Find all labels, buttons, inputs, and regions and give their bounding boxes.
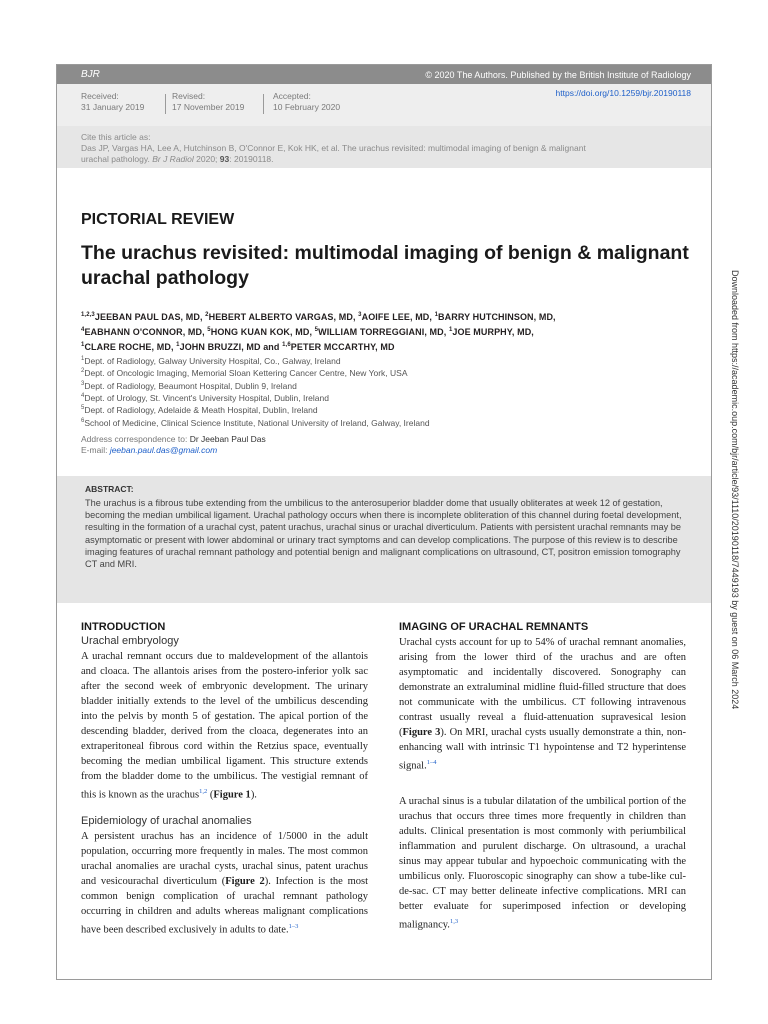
author: $^3$AOIFE LEE, MD, (358, 312, 435, 322)
article-dates (57, 84, 711, 126)
accepted-date: Accepted: 10 February 2020 (273, 91, 341, 112)
affiliation: $^4$Dept. of Urology, St. Vincent's University Hospital, Dublin, Ireland (81, 392, 329, 403)
download-watermark: Downloaded from https://academic.oup.com/bjr/article/93/1110/20190118/7449193 by guest on 06 March 2024 (730, 270, 740, 710)
correspondence-block: Address correspondence to: Dr Jeeban Paul Das E-mail: jeeban.paul.das@gmail.com (81, 434, 266, 455)
figure-ref[interactable]: Figure 1 (213, 789, 251, 801)
paragraph: Urachal cysts account for up to 54% of urachal remnant anomalies, arising from the lower third of the urachus and are often asymptomatic and incidentally discovered. Sonography can demonstrate an extraluminal midline fluid-filled structure that does not communicate with the umbilicus. CT following intravenous contrast usually reveal a fluid-attenuation supravesical lesion (Figure 3). On MRI, urachal cysts usually demonstrate a thin, non-enhancing wall with intrinsic T1 hypointense and T2 hyperintense signal.$^{1-4}$ (399, 637, 686, 772)
figure-ref[interactable]: Figure 3 (402, 727, 441, 738)
article-type: PICTORIAL REVIEW (81, 211, 235, 228)
abstract-heading: ABSTRACT: (85, 484, 134, 494)
date-divider (165, 94, 166, 114)
citation-ref[interactable]: 1–3 (288, 922, 299, 930)
right-column (399, 621, 686, 932)
revised-date: Revised: 17 November 2019 (172, 91, 245, 112)
citation-block (57, 126, 711, 168)
article-title: The urachus revisited: multimodal imaging of benign & malignant urachal pathology (81, 242, 689, 289)
author: $^2$HEBERT ALBERTO VARGAS, MD, (205, 312, 359, 322)
affiliation: $^5$Dept. of Radiology, Adelaide & Meath Hospital, Dublin, Ireland (81, 405, 318, 416)
abstract-box (57, 476, 711, 603)
correspondence-name: Dr Jeeban Paul Das (189, 434, 266, 444)
citation-ref[interactable]: 1,3 (449, 917, 459, 925)
subheading-urachal-embryology: Urachal embryology (81, 635, 179, 647)
date-divider (263, 94, 264, 114)
email-link[interactable]: jeeban.paul.das@gmail.com (109, 444, 218, 455)
affiliation: $^2$Dept. of Oncologic Imaging, Memorial Sloan Kettering Cancer Centre, New York, USA (81, 368, 408, 379)
cite-line-1: Das JP, Vargas HA, Lee A, Hutchinson B, O'Connor E, Kok HK, et al. The urachus revisited: multimodal imaging of benign & malignant (81, 143, 586, 153)
author: $^{1,2,3}$JEEBAN PAUL DAS, MD, (81, 312, 206, 322)
citation-ref[interactable]: 1,2 (199, 788, 208, 795)
subheading-epidemiology: Epidemiology of urachal anomalies (81, 814, 252, 827)
author: $^4$EABHANN O'CONNOR, MD, (81, 327, 208, 337)
author-list (81, 309, 691, 354)
author: $^1$BARRY HUTCHINSON, MD, (434, 312, 556, 322)
author: $^1$JOE MURPHY, MD, (448, 327, 534, 337)
cite-label: Cite this article as: (81, 132, 151, 142)
left-column (81, 621, 368, 937)
affiliation: $^6$School of Medicine, Clinical Science Institute, National University of Ireland, Galway, Ireland (81, 417, 430, 428)
author: $^1$JOHN BRUZZI, MD and (176, 342, 283, 352)
author: $^{1,6}$PETER MCCARTHY, MD (282, 342, 395, 352)
journal-header-bar (57, 65, 711, 84)
affiliation: $^3$Dept. of Radiology, Beaumont Hospital, Dublin 9, Ireland (81, 380, 297, 391)
figure-ref[interactable]: Figure 2 (225, 875, 265, 887)
paragraph: A urachal sinus is a tubular dilatation of the umbilical portion of the urachus that occurs three times more frequently in children than adults. Clinical presentation is most commonly with periumbilical inflammation and purulent discharge. On ultrasound, a urachal sinus may appear tubular and hypoechoic communicating with the umbilicus only. Fluoroscopic sinography can show a tube-like cul-de-sac. CT may better delineate infective complications. MRI can better evaluate for superimposed infection or developing malignancy.$^{1,3}$ (399, 795, 686, 930)
author: $^5$WILLIAM TORREGGIANI, MD, (314, 327, 449, 337)
affiliation: $^1$Dept. of Radiology, Galway University Hospital, Co., Galway, Ireland (81, 355, 341, 366)
copyright-notice: © 2020 The Authors. Published by the British Institute of Radiology (425, 69, 691, 80)
affiliation-list (81, 354, 691, 428)
cite-line-2: urachal pathology. Br J Radiol 2020; 93: 20190118. (81, 154, 274, 164)
paragraph: A persistent urachus has an incidence of 1/5000 in the adult population, occurring more frequently in males. The most common urachal anomalies are urachal cysts, urachal sinus, patent urachus and vesicourachal diverticulum (Figure 2). Infection is the most common benign complication of urachal remnant pathology occurring in children and adults whereas malignant complications have been described exclusively in adults to date.$^{1-3}$ (81, 830, 368, 935)
citation-ref[interactable]: 1–4 (426, 759, 437, 766)
section-heading-introduction: INTRODUCTION (81, 621, 166, 633)
author: $^5$HONG KUAN KOK, MD, (207, 327, 315, 337)
paragraph: A urachal remnant occurs due to maldevelopment of the allantois and cloaca. The allantois arises from the postero-inferior yolk sac after the second week of embryonic development. The urinary bladder initially extends to the level of the umbilicus descending into the pelvis by month 5 of gestation. The apical portion of the descending bladder, derived from the cloaca, degenerates into an extraperitoneal fibrous cord within the Retzius space, eventually becoming the median umbilical ligament. This structure extends from the bladder dome to the umbilicus. The vestigial remnant of this is known as the urachus$^{1,2}$ (Figure 1). (81, 651, 368, 801)
abstract-text: The urachus is a fibrous tube extending from the umbilicus to the anterosuperior bladder dome that usually obliterates at week 12 of gestation, becoming the median umbilical ligament. Urachal pathology occurs when there is incomplete obliteration of this channel during foetal development, resulting in the formation of a urachal cyst, patent urachus, urachal sinus or urachal diverticulum. Patients with persistent urachal remnants may be asymptomatic or present with lower abdominal or urinary tract symptoms and can develop complications. The purpose of this review is to describe imaging features of urachal remnant pathology and potential benign and malignant complications on ultrasound, CT, positron emission tomography CT and MRI. (85, 498, 682, 570)
doi-link[interactable]: https://doi.org/10.1259/bjr.20190118 (555, 88, 691, 98)
section-heading-imaging: IMAGING OF URACHAL REMNANTS (399, 621, 589, 633)
journal-name: BJR (81, 69, 100, 80)
received-date: Received: 31 January 2019 (81, 91, 145, 112)
article-page (56, 64, 712, 980)
author: $^1$CLARE ROCHE, MD, (81, 342, 177, 352)
